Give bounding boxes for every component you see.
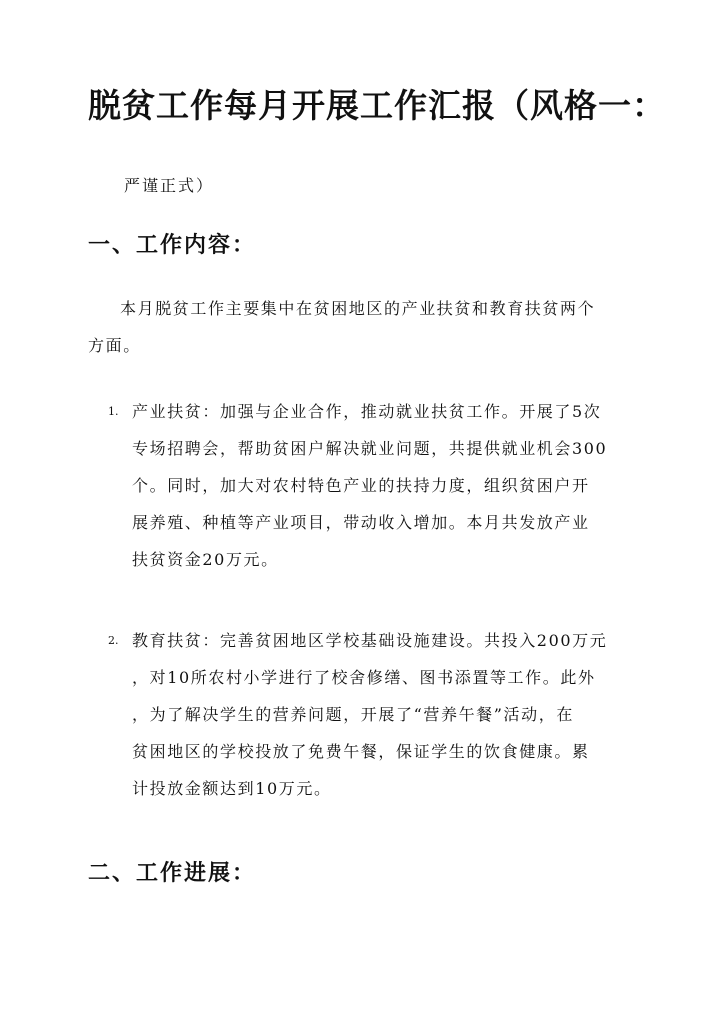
- paragraph-line: ，对10所农村小学进行了校舍修缮、图书添置等工作。此外: [132, 668, 596, 687]
- paragraph-line: ，为了解决学生的营养问题，开展了“营养午餐”活动，在: [132, 705, 574, 724]
- paragraph-line: 个。同时，加大对农村特色产业的扶持力度，组织贫困户开: [132, 476, 590, 495]
- section-heading-work-content: 一、工作内容：: [88, 232, 257, 258]
- list-marker: 2.: [108, 634, 119, 647]
- intro-paragraph: [88, 290, 648, 364]
- list-item-text: [132, 393, 652, 578]
- paragraph-line: 展养殖、种植等产业项目，带动收入增加。本月共发放产业: [132, 513, 590, 532]
- document-subtitle: 严谨正式）: [124, 176, 215, 195]
- paragraph-line: 计投放金额达到10万元。: [132, 779, 332, 798]
- list-marker: 1.: [108, 405, 119, 418]
- paragraph-line: 扶贫资金20万元。: [132, 550, 279, 569]
- paragraph-line: 产业扶贫：加强与企业合作，推动就业扶贫工作。开展了5次: [132, 402, 602, 421]
- section-heading-work-progress: 二、工作进展：: [88, 860, 257, 886]
- paragraph-line: 专场招聘会，帮助贫困户解决就业问题，共提供就业机会300: [132, 439, 608, 458]
- paragraph-line: 方面。: [88, 336, 141, 355]
- paragraph-line: 教育扶贫：完善贫困地区学校基础设施建设。共投入200万元: [132, 631, 608, 650]
- list-item-text: [132, 622, 652, 807]
- paragraph-line: 贫困地区的学校投放了免费午餐，保证学生的饮食健康。累: [132, 742, 590, 761]
- document-title: 脱贫工作每月开展工作汇报（风格一：: [88, 86, 666, 125]
- paragraph-line: 本月脱贫工作主要集中在贫困地区的产业扶贫和教育扶贫两个: [120, 299, 596, 318]
